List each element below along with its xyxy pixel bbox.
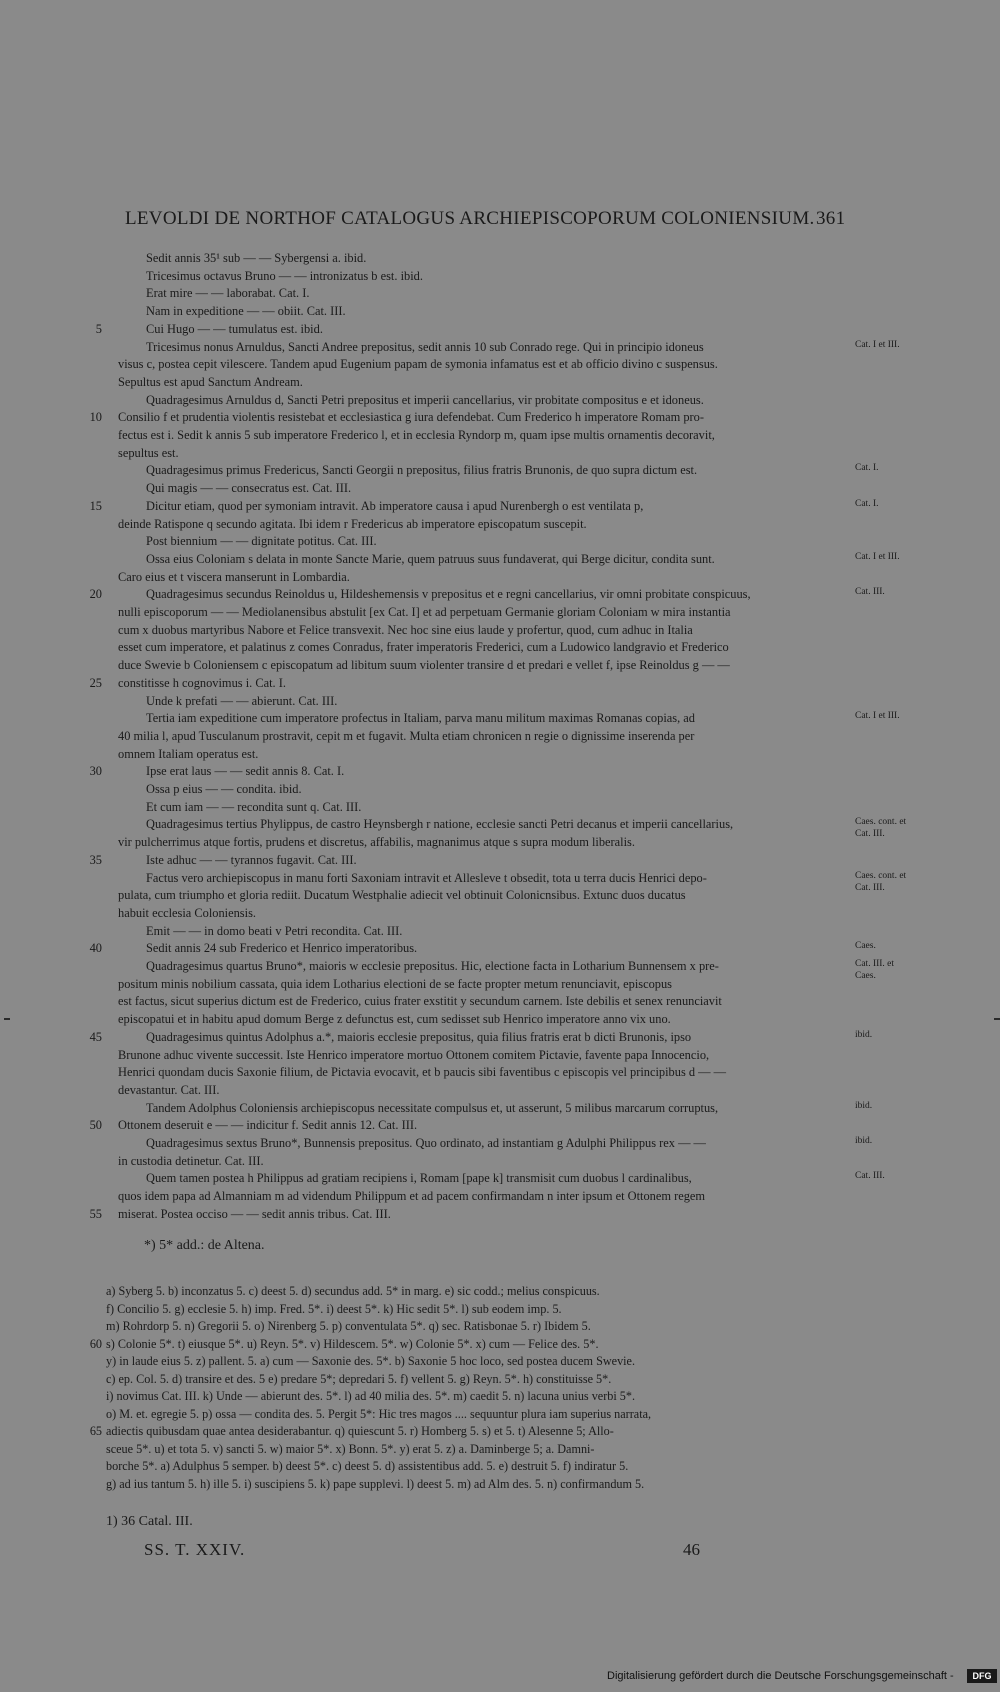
- line-text: quos idem papa ad Almanniam m ad videndum Philippum et ad pacem confirmandam n inter ipsum et Ottonem regem: [118, 1189, 706, 1204]
- line-text: Qui magis — — consecratus est. Cat. III.: [146, 481, 352, 496]
- source-sigla: Cat. III.: [855, 1171, 885, 1182]
- line-text: Henrici quondam ducis Saxonie filium, de Pictavia evocavit, et b paucis sibi faventibus c episcopis vel principibus d — —: [118, 1065, 727, 1080]
- line-text: duce Swevie b Coloniensem c episcopatum ad libitum suum violenter transire d et predari e vellet f, ipse Reinoldus g — —: [118, 658, 730, 673]
- line-number: 10: [89, 410, 102, 425]
- line-text: Quadragesimus quintus Adolphus a.*, maioris ecclesie prepositus, quia filius fratris erat b dicti Brunonis, ipso: [146, 1029, 692, 1044]
- footnote: 1) 36 Catal. III.: [106, 1514, 193, 1529]
- apparatus-text: m) Rohrdorp 5. n) Gregorii 5. o) Nirenberg 5. p) conventulata 5*. q) sec. Ratisbonae 5. r) Ibidem 5.: [106, 1319, 591, 1333]
- line-number: 65: [89, 1424, 102, 1438]
- text-line: [0, 409, 1000, 426]
- text-line: [0, 834, 1000, 851]
- line-number: 25: [89, 675, 102, 690]
- line-text: Quadragesimus secundus Reinoldus u, Hildeshemensis v prepositus et e regni cancellarius, vir omni probitate conspicuus,: [146, 587, 751, 602]
- text-line: [0, 374, 1000, 391]
- line-text: Ipse erat laus — — sedit annis 8. Cat. I.: [146, 764, 345, 779]
- text-line: [0, 1170, 1000, 1187]
- text-line: [0, 852, 1000, 869]
- margin-mark: [994, 1018, 1000, 1020]
- text-line: [0, 339, 1000, 356]
- text-line: [0, 268, 1000, 285]
- apparatus-line: [0, 1476, 1000, 1493]
- text-line: [0, 586, 1000, 603]
- apparatus-line: [0, 1353, 1000, 1370]
- apparatus-line: [0, 1318, 1000, 1335]
- text-line: [0, 1188, 1000, 1205]
- line-text: nulli episcoporum — — Mediolanensibus abstulit [ex Cat. I] et ad perpetuam Germanie gloriam Coloniam w mira instantia: [118, 605, 731, 619]
- line-text: Erat mire — — laborabat. Cat. I.: [146, 286, 310, 301]
- text-line: [0, 285, 1000, 302]
- text-line: [0, 799, 1000, 816]
- line-text: episcopatui et in habitu apud domum Berge z defunctus est, cum sedisset sub Henrico imperatore anno vix uno.: [118, 1012, 671, 1027]
- apparatus-text: y) in laude eius 5. z) pallent. 5. a) cum — Saxonie des. 5*. b) Saxonie 5 hoc loco, sed postea ducem Swevie.: [106, 1354, 636, 1368]
- line-text: esset cum imperatore, et palatinus z comes Conradus, frater imperatoris Frederici, cum a Ludowico landgravio et Frederico: [118, 640, 729, 655]
- line-text: Quadragesimus Arnuldus d, Sancti Petri prepositus et imperii cancellarius, vir probitate compositus e et idoneus.: [146, 392, 704, 407]
- text-line: [0, 569, 1000, 586]
- text-line: [0, 427, 1000, 444]
- text-line: [0, 870, 1000, 893]
- line-text: in custodia detinetur. Cat. III.: [118, 1153, 264, 1168]
- line-number: 45: [89, 1029, 102, 1044]
- text-line: [0, 1011, 1000, 1028]
- apparatus-line: [0, 1336, 1000, 1353]
- line-text: Emit — — in domo beati v Petri recondita. Cat. III.: [146, 923, 403, 938]
- text-line: [0, 1047, 1000, 1064]
- source-sigla: ibid.: [855, 1029, 873, 1040]
- line-text: fectus est i. Sedit k annis 5 sub imperatore Frederico l, et in ecclesia Ryndorp m, quam ipse multis ornamentis decoravit,: [118, 428, 715, 442]
- source-sigla: Cat. I.: [855, 463, 879, 474]
- text-line: [0, 693, 1000, 710]
- apparatus-line: [0, 1301, 1000, 1318]
- line-number: 35: [89, 852, 102, 867]
- line-number: 20: [89, 587, 102, 602]
- line-text: visus c, postea cepit vilescere. Tandem apud Eugenium papam de symonia infamatus est et ab officio divino c suspensus.: [118, 357, 718, 372]
- line-text: Quem tamen postea h Philippus ad gratiam recipiens i, Romam [pape k] transmisit cum duobus l cardinalibus,: [146, 1171, 692, 1186]
- apparatus-line: [0, 1388, 1000, 1405]
- text-line: [0, 480, 1000, 497]
- line-text: habuit ecclesia Coloniensis.: [118, 905, 256, 920]
- text-line: [0, 816, 1000, 840]
- line-text: Unde k prefati — — abierunt. Cat. III.: [146, 693, 338, 708]
- text-line: [0, 551, 1000, 568]
- text-line: [0, 356, 1000, 373]
- text-line: [0, 321, 1000, 338]
- line-text: Cui Hugo — — tumulatus est. ibid.: [146, 321, 323, 336]
- apparatus-text: sceue 5*. u) et tota 5. v) sancti 5. w) maior 5*. x) Bonn. 5*. y) erat 5. z) a. Daminberge 5; a. Damni-: [106, 1441, 595, 1456]
- text-line: [0, 604, 1000, 621]
- line-number: 50: [89, 1118, 102, 1133]
- text-line: [0, 303, 1000, 320]
- line-text: Tricesimus octavus Bruno — — intronizatus b est. ibid.: [146, 268, 423, 283]
- source-sigla: Caes. cont. et Cat. III.: [855, 870, 907, 893]
- line-text: Sepultus est apud Sanctum Andream.: [118, 374, 303, 389]
- text-line: [0, 940, 1000, 957]
- margin-mark: [4, 1018, 10, 1020]
- series-signature: SS. T. XXIV.: [144, 1540, 246, 1559]
- source-sigla: Caes.: [855, 941, 876, 952]
- source-sigla: Cat. I et III.: [855, 339, 900, 350]
- text-line: [0, 250, 1000, 267]
- text-line: [0, 498, 1000, 515]
- line-text: Sedit annis 35¹ sub — — Sybergensi a. ibid.: [146, 251, 367, 265]
- line-number: 5: [95, 321, 102, 336]
- line-text: omnem Italiam operatus est.: [118, 746, 259, 761]
- line-text: Caro eius et t viscera manserunt in Lombardia.: [118, 569, 350, 584]
- line-text: Iste adhuc — — tyrannos fugavit. Cat. III.: [146, 852, 357, 867]
- text-line: [0, 1064, 1000, 1081]
- apparatus-line: [0, 1283, 1000, 1300]
- text-line: [0, 923, 1000, 940]
- line-text: Consilio f et prudentia violentis resistebat et ecclesiastica g iura defendebat. Cum Frederico h imperatore Romam pro-: [118, 410, 704, 425]
- apparatus-text: adiectis quibusdam quae antea desiderabantur. q) quiescunt 5. r) Homberg 5. s) et 5. t) Alesenne 5; Allo-: [106, 1424, 614, 1438]
- line-text: miserat. Postea occiso — — sedit annis tribus. Cat. III.: [118, 1206, 391, 1221]
- line-number: 15: [89, 498, 102, 513]
- source-sigla: ibid.: [855, 1136, 873, 1146]
- line-text: Post biennium — — dignitate potitus. Cat. III.: [146, 534, 377, 549]
- page-number: 361: [816, 208, 846, 229]
- apparatus-text: o) M. et. egregie 5. p) ossa — condita des. 5. Pergit 5*: Hic tres magos .... sequuntur plura iam superius narrata,: [106, 1406, 652, 1421]
- apparatus-line: [0, 1458, 1000, 1475]
- text-line: [0, 1082, 1000, 1099]
- text-line: [0, 781, 1000, 798]
- line-text: est factus, sicut superius dictum est de Frederico, cuius frater exstitit y secundum carnem. Iste debilis et senex renunciavit: [118, 994, 722, 1009]
- line-text: devastantur. Cat. III.: [118, 1082, 220, 1097]
- text-line: [0, 462, 1000, 479]
- apparatus-text: borche 5*. a) Adulphus 5 semper. b) deest 5*. c) deest 5. d) assistentibus add. 5. e) destruit 5. f) indiratur 5.: [106, 1459, 629, 1473]
- text-line: [0, 887, 1000, 904]
- line-text: Quadragesimus sextus Bruno*, Bunnensis prepositus. Quo ordinato, ad instantiam g Adulphi Philippus rex — —: [146, 1136, 706, 1150]
- text-line: [0, 958, 1000, 981]
- sheet-number: 46: [683, 1540, 700, 1559]
- line-number: 30: [89, 764, 102, 779]
- text-line: [0, 639, 1000, 656]
- text-line: [0, 622, 1000, 639]
- source-sigla: Cat. I et III.: [855, 551, 900, 562]
- line-text: 40 milia l, apud Tusculanum prostravit, cepit m et fugavit. Multa etiam chronicen n regie o dignissime inserenda per: [118, 728, 695, 743]
- line-text: Tertia iam expeditione cum imperatore profectus in Italiam, parva manu militum maximas Romanas copias, ad: [146, 711, 695, 726]
- source-sigla: Cat. I.: [855, 498, 879, 509]
- line-text: Quadragesimus tertius Phylippus, de castro Heynsbergh r natione, ecclesie sancti Petri decanus et imperii cancellarius,: [146, 817, 734, 832]
- apparatus-text: f) Concilio 5. g) ecclesie 5. h) imp. Fred. 5*. i) deest 5*. k) Hic sedit 5*. l) sub eodem imp. 5.: [106, 1301, 562, 1316]
- line-text: Nam in expeditione — — obiit. Cat. III.: [146, 304, 346, 319]
- line-number: 55: [89, 1206, 102, 1221]
- apparatus-line: [0, 1371, 1000, 1388]
- source-sigla: Cat. III.: [855, 587, 885, 598]
- apparatus-text: c) ep. Col. 5. d) transire et des. 5 e) predare 5*; depredari 5. f) vellent 5. g) Reyn. 5*. h) constituisse 5*.: [106, 1371, 612, 1386]
- line-text: Sedit annis 24 sub Frederico et Henrico imperatoribus.: [146, 941, 418, 956]
- line-text: Ottonem deseruit e — — indicitur f. Sedit annis 12. Cat. III.: [118, 1118, 418, 1133]
- apparatus-text: g) ad ius tantum 5. h) ille 5. i) suscipiens 5. k) pape supplevi. l) deest 5. m) ad Alm des. 5. n) confirmandum 5.: [106, 1476, 645, 1491]
- line-text: vir pulcherrimus atque fortis, prudens et discretus, affabilis, magnanimus atque s supra modum liberalis.: [118, 835, 635, 850]
- text-line: [0, 675, 1000, 692]
- additional-note: *) 5* add.: de Altena.: [144, 1238, 265, 1253]
- source-sigla: Cat. III. et Caes.: [855, 959, 895, 981]
- text-line: [0, 445, 1000, 462]
- text-line: [0, 516, 1000, 533]
- line-text: cum x duobus martyribus Nabore et Felice transvexit. Nec hoc sine eius laude y profertur, quod, cum adhuc in Italia: [118, 622, 693, 637]
- page-title: LEVOLDI DE NORTHOF CATALOGUS ARCHIEPISCOPORUM COLONIENSIUM.: [125, 208, 815, 229]
- text-line: [0, 905, 1000, 922]
- dfg-logo: DFG: [967, 1669, 997, 1683]
- line-text: pulata, cum triumpho et gloria rediit. Ducatum Westphalie adiecit vel obtinuit Colonicnsibus. Extunc duos ducatus: [118, 888, 686, 903]
- line-text: Ossa p eius — — condita. ibid.: [146, 782, 302, 796]
- text-line: [0, 533, 1000, 550]
- apparatus-text: s) Colonie 5*. t) eiusque 5*. u) Reyn. 5*. v) Hildescem. 5*. w) Colonie 5*. x) cum — Felice des. 5*.: [106, 1336, 599, 1351]
- source-sigla: ibid.: [855, 1100, 873, 1111]
- line-text: positum minis nobilium cassata, quia idem Lotharius electioni de se facte propter metum renunciavit, episcopus: [118, 976, 672, 991]
- line-number: 60: [89, 1336, 102, 1351]
- apparatus-line: [0, 1423, 1000, 1440]
- line-text: constitisse h cognovimus i. Cat. I.: [118, 675, 286, 690]
- line-text: sepultus est.: [118, 445, 179, 460]
- text-line: [0, 1029, 1000, 1046]
- text-line: [0, 976, 1000, 993]
- text-line: [0, 993, 1000, 1010]
- source-sigla: Caes. cont. et Cat. III.: [855, 817, 907, 840]
- apparatus-text: i) novimus Cat. III. k) Unde — abierunt des. 5*. l) ad 40 milia des. 5*. m) caedit 5. n) lacuna unius verbi 5*.: [106, 1389, 636, 1403]
- text-line: [0, 746, 1000, 763]
- text-line: [0, 1206, 1000, 1223]
- line-text: Tricesimus nonus Arnuldus, Sancti Andree prepositus, sedit annis 10 sub Conrado rege. Qui in principio idoneus: [146, 339, 704, 354]
- text-line: [0, 710, 1000, 727]
- line-number: 40: [89, 941, 102, 956]
- line-text: deinde Ratispone q secundo agitata. Ibi idem r Fredericus ab imperatore episcopatum suscepit.: [118, 516, 587, 531]
- text-line: [0, 728, 1000, 745]
- apparatus-line: [0, 1406, 1000, 1423]
- line-text: Quadragesimus quartus Bruno*, maioris w ecclesie prepositus. Hic, electione facta in Lotharium Bunnensem x pre-: [146, 959, 719, 973]
- text-line: [0, 1117, 1000, 1134]
- text-line: [0, 1135, 1000, 1152]
- apparatus-text: a) Syberg 5. b) inconzatus 5. c) deest 5. d) secundus add. 5* in marg. e) sic codd.; melius conspicuus.: [106, 1284, 600, 1298]
- line-text: Quadragesimus primus Fredericus, Sancti Georgii n prepositus, filius fratris Brunonis, de quo supra dictum est.: [146, 463, 698, 478]
- apparatus-line: [0, 1441, 1000, 1458]
- line-text: Ossa eius Coloniam s delata in monte Sancte Marie, quem patruus suus fundaverat, qui Berge dicitur, condita sunt.: [146, 551, 715, 566]
- line-text: Factus vero archiepiscopus in manu forti Saxoniam intravit et Allesleve t obsedit, tota u terra ducis Henrici depo-: [146, 870, 707, 885]
- text-line: [0, 657, 1000, 674]
- text-line: [0, 392, 1000, 409]
- text-line: [0, 763, 1000, 780]
- source-sigla: Cat. I et III.: [855, 711, 900, 722]
- line-text: Brunone adhuc vivente successit. Iste Henrico imperatore mortuo Ottonem comitem Pictavie, favente papa Innocencio,: [118, 1047, 710, 1062]
- dfg-banner: Digitalisierung gefördert durch die Deutsche Forschungsgemeinschaft -: [607, 1670, 954, 1682]
- line-text: Et cum iam — — recondita sunt q. Cat. III.: [146, 799, 362, 814]
- text-line: [0, 1153, 1000, 1170]
- text-line: [0, 1100, 1000, 1117]
- line-text: Tandem Adolphus Coloniensis archiepiscopus necessitate compulsus et, ut asserunt, 5 milibus marcarum corruptus,: [146, 1100, 719, 1115]
- line-text: Dicitur etiam, quod per symoniam intravit. Ab imperatore causa i apud Nurenbergh o est ventilata p,: [146, 498, 644, 513]
